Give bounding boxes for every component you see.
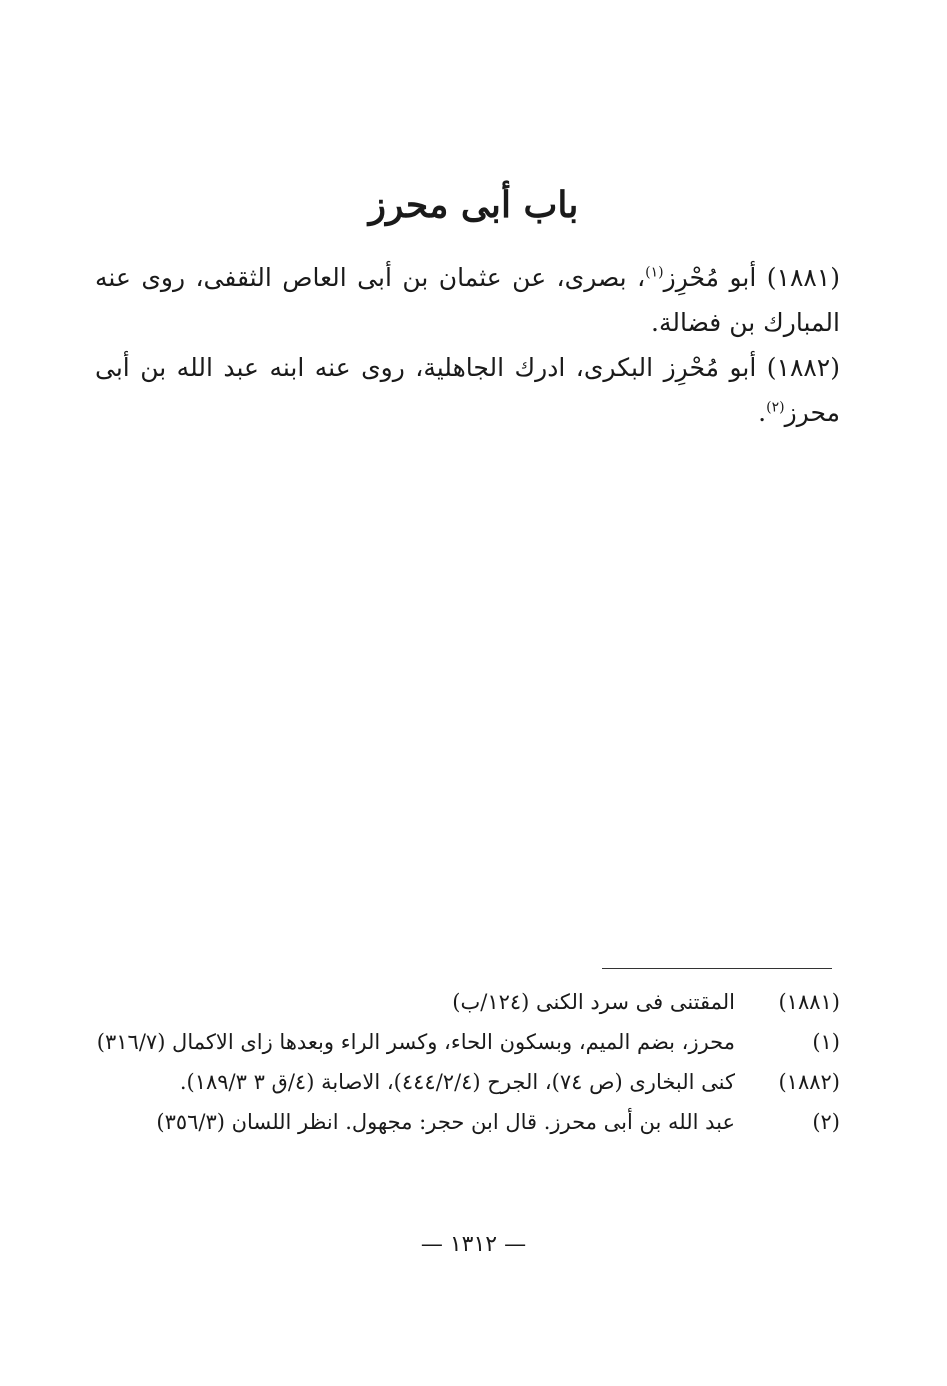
footnote-text: المقتنى فى سرد الكنى (١٢٤/ب)	[452, 990, 735, 1014]
page-number: — ١٣١٢ —	[420, 1232, 527, 1257]
entry-1882	[95, 345, 840, 435]
entry-1881	[95, 255, 840, 345]
footnote-number: (١٨٨٢)	[778, 1070, 840, 1094]
footnote-divider	[602, 968, 832, 969]
footnote-item	[95, 1104, 840, 1140]
footnote-text: عبد الله بن أبى محرز. قال ابن حجر: مجهول. انظر اللسان (٣٥٦/٣)	[156, 1110, 735, 1134]
entry-text: (١٨٨١) أبو مُحْرِز	[663, 263, 840, 292]
chapter-title: باب أبى محرز	[368, 184, 579, 227]
footnote-marker: (١)	[645, 264, 664, 281]
entry-text: ، بصرى، عن عثمان بن أبى العاص الثقفى، روى عنه المبارك بن فضالة.	[95, 263, 840, 337]
footnote-item	[95, 1064, 840, 1100]
footnote-marker: (٢)	[766, 399, 785, 416]
entry-text: .	[758, 398, 767, 427]
footnote-item	[95, 1024, 840, 1060]
footnotes-section	[95, 984, 840, 1144]
footnote-text: محرز، بضم الميم، وبسكون الحاء، وكسر الراء وبعدها زاى الاكمال (٣١٦/٧)	[96, 1030, 735, 1054]
footnote-text: كنى البخارى (ص ٧٤)، الجرح (٤٤٤/٢/٤)، الاصابة (٤/ق ٣ ١٨٩/٣).	[179, 1070, 735, 1094]
entry-text: (١٨٨٢) أبو مُحْرِز البكرى، ادرك الجاهلية، روى عنه ابنه عبد الله بن أبى محرز	[95, 353, 840, 427]
footnote-number: (٢)	[812, 1110, 840, 1134]
footnote-number: (١٨٨١)	[778, 990, 840, 1014]
footnote-item	[95, 984, 840, 1020]
entries-section	[95, 255, 840, 435]
footnote-number: (١)	[812, 1030, 840, 1054]
